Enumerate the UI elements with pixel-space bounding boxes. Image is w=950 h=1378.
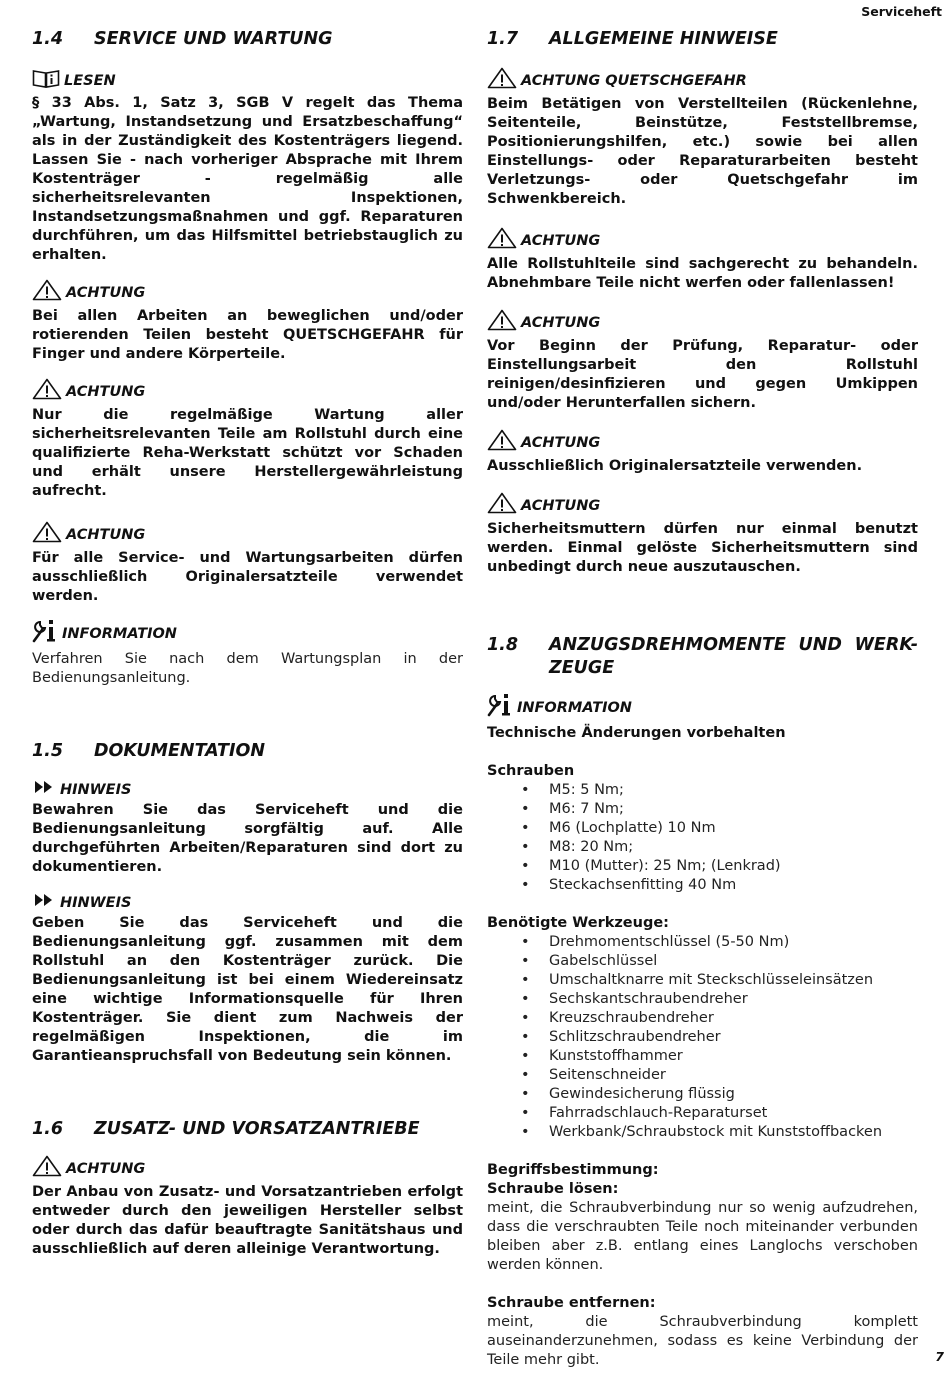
warning-triangle-icon <box>487 429 521 457</box>
warning-notice-label <box>32 1155 463 1183</box>
tools-list <box>487 933 918 1142</box>
notice-label-text: ACHTUNG <box>521 315 601 331</box>
screws-list <box>487 781 918 895</box>
section-title: SERVICE UND WARTUNG <box>94 29 333 49</box>
info-notice-label <box>487 692 918 724</box>
section-heading-1-6 <box>32 1118 463 1141</box>
warning-notice-text: Alle Rollstuhlteile sind sachgerecht zu behandeln. Abnehmbare Teile nicht werfen oder fallenlassen! <box>487 256 918 291</box>
notice-label-text: ACHTUNG QUETSCHGEFAHR <box>521 73 747 89</box>
section-title-line: ANZUGSDREHMOMENTE UND WERK- <box>549 635 918 655</box>
list-item: • M5: 5 Nm; <box>487 781 918 800</box>
notice-label-text: INFORMATION <box>62 626 177 642</box>
list-item: • M6: 7 Nm; <box>487 800 918 819</box>
warning-notice-label <box>487 67 918 95</box>
list-item: • M8: 20 Nm; <box>487 838 918 857</box>
warning-notice-text: Vor Beginn der Prüfung, Reparatur- oder Einstellungsarbeit den Rollstuhl reinigen/desinfizieren und gegen Umkippen und/oder Herunterfallen sichern. <box>487 338 918 411</box>
notice-label-text: ACHTUNG <box>66 285 146 301</box>
warning-triangle-icon <box>487 492 521 520</box>
list-item: • M10 (Mutter): 25 Nm; (Lenkrad) <box>487 857 918 876</box>
section-heading-1-4 <box>32 28 463 51</box>
warning-notice-label <box>487 492 918 520</box>
warning-notice-label <box>32 378 463 406</box>
list-item: • Steckachsenfitting 40 Nm <box>487 876 918 895</box>
list-item: • Umschaltknarre mit Steckschlüsseleinsätzen <box>487 971 918 990</box>
warning-triangle-icon <box>32 1155 66 1183</box>
double-arrow-icon <box>32 892 60 914</box>
section-number: 1.6 <box>32 1119 64 1139</box>
warning-notice-text: Nur die regelmäßige Wartung aller sicherheitsrelevanten Teile am Rollstuhl durch eine qualifizierte Reha-Werkstatt schützt vor Schaden und erhält unsere Herstellergewährleistung aufrecht. <box>32 407 463 499</box>
info-notice-label <box>32 618 463 650</box>
read-notice-text: § 33 Abs. 1, Satz 3, SGB V regelt das Thema „Wartung, Instandsetzung und Ersatzbeschaffung“ als in der Zuständigkeit des Kostenträgers liegend. Lassen Sie - nach vorheriger Absprache mit Ihrem Kostenträger - regelmäßig alle sicherheitsrelevanten Inspektionen, Instandsetzungsmaßnahmen und ggf. Reparaturen durchführen, um das Hilfsmittel betriebstauglich zu erhalten. <box>32 95 463 263</box>
section-title <box>549 634 918 680</box>
hint-notice-text: Bewahren Sie das Serviceheft und die Bedienungsanleitung sorgfältig auf. Alle durchgeführten Arbeiten/Reparaturen sind dort zu dokumentieren. <box>32 802 463 875</box>
warning-triangle-icon <box>32 521 66 549</box>
warning-triangle-icon <box>32 279 66 307</box>
warning-triangle-icon <box>487 227 521 255</box>
section-title: ZUSATZ- UND VORSATZANTRIEBE <box>94 1119 420 1139</box>
list-item: • Kunststoffhammer <box>487 1047 918 1066</box>
notice-label-text: HINWEIS <box>60 782 132 798</box>
hint-notice-label <box>32 779 463 801</box>
list-item: • M6 (Lochplatte) 10 Nm <box>487 819 918 838</box>
notice-label-text: LESEN <box>64 73 116 89</box>
list-item: • Schlitzschraubendreher <box>487 1028 918 1047</box>
section-number: 1.5 <box>32 741 64 761</box>
book-info-icon <box>32 68 64 94</box>
loosen-text: meint, die Schraubverbindung nur so wenig aufzudrehen, dass die verschraubten Teile noch miteinander verbunden bleiben aber z.B. entlang eines Langlochs verschoben werden können. <box>487 1200 918 1273</box>
list-item: • Werkbank/Schraubstock mit Kunststoffbacken <box>487 1123 918 1142</box>
notice-label-text: ACHTUNG <box>66 1161 146 1177</box>
terms-heading: Begriffsbestimmung: <box>487 1162 659 1178</box>
warning-notice-label <box>32 521 463 549</box>
remove-text: meint, die Schraubverbindung komplett auseinanderzunehmen, sodass es keine Verbindung der Teile mehr gibt. <box>487 1314 918 1368</box>
warning-notice-text: Beim Betätigen von Verstellteilen (Rückenlehne, Seitenteile, Beinstütze, Feststellbremse, Positionierungshilfen, etc.) sowie bei allen Einstellungs- oder Reparaturarbeiten besteht Verletzungs- oder Quetschgefahr im Schwenkbereich. <box>487 96 918 207</box>
section-heading-1-7 <box>487 28 918 51</box>
page-number: 7 <box>935 1349 944 1364</box>
warning-notice-text: Ausschließlich Originalersatzteile verwenden. <box>487 458 863 474</box>
wrench-info-icon <box>487 692 517 724</box>
info-notice-text: Technische Änderungen vorbehalten <box>487 725 786 741</box>
list-item: • Seitenschneider <box>487 1066 918 1085</box>
section-title: ALLGEMEINE HINWEISE <box>549 29 778 49</box>
warning-notice-text: Für alle Service- und Wartungsarbeiten dürfen ausschließlich Originalersatzteile verwendet werden. <box>32 550 463 604</box>
warning-notice-label <box>487 309 918 337</box>
screws-heading: Schrauben <box>487 763 575 779</box>
warning-triangle-icon <box>32 378 66 406</box>
warning-notice-label <box>487 429 918 457</box>
list-item: • Sechskantschraubendreher <box>487 990 918 1009</box>
read-notice-label <box>32 68 463 94</box>
list-item: • Gabelschlüssel <box>487 952 918 971</box>
notice-label-text: ACHTUNG <box>521 233 601 249</box>
loosen-heading: Schraube lösen: <box>487 1181 619 1197</box>
warning-notice-label <box>487 227 918 255</box>
notice-label-text: HINWEIS <box>60 895 132 911</box>
warning-notice-text: Bei allen Arbeiten an beweglichen und/oder rotierenden Teilen besteht QUETSCHGEFAHR für Finger und andere Körperteile. <box>32 308 463 362</box>
info-notice-text: Verfahren Sie nach dem Wartungsplan in der Bedienungsanleitung. <box>32 651 463 686</box>
notice-label-text: INFORMATION <box>517 700 632 716</box>
section-heading-1-5 <box>32 740 463 763</box>
double-arrow-icon <box>32 779 60 801</box>
section-title: DOKUMENTATION <box>94 741 265 761</box>
warning-notice-text: Sicherheitsmuttern dürfen nur einmal benutzt werden. Einmal gelöste Sicherheitsmuttern sind unbedingt durch neue auszutauschen. <box>487 521 918 575</box>
list-item: • Drehmomentschlüssel (5-50 Nm) <box>487 933 918 952</box>
right-column <box>487 28 918 1370</box>
notice-label-text: ACHTUNG <box>66 384 146 400</box>
tools-heading: Benötigte Werkzeuge: <box>487 915 669 931</box>
warning-notice-text: Der Anbau von Zusatz- und Vorsatzantrieben erfolgt entweder durch den jeweiligen Hersteller selbst oder durch das dafür beauftragte Sanitätshaus und ausschließlich auf deren alleinige Verantwortung. <box>32 1184 463 1257</box>
running-header: Serviceheft <box>861 4 942 19</box>
hint-notice-text: Geben Sie das Serviceheft und die Bedienungsanleitung ggf. zusammen mit dem Rollstuhl an den Kostenträger zurück. Die Bedienungsanleitung ist bei einem Wiedereinsatz eine wichtige Informationsquelle für Ihren Kostenträger. Sie dient zum Nachweis der regelmäßigen Inspektionen, die im Garantieanspruchsfall von Bedeutung sein können. <box>32 915 463 1064</box>
notice-label-text: ACHTUNG <box>521 435 601 451</box>
section-title-line: ZEUGE <box>549 658 615 678</box>
notice-label-text: ACHTUNG <box>521 498 601 514</box>
section-heading-1-8 <box>487 634 918 680</box>
wrench-info-icon <box>32 618 62 650</box>
list-item: • Fahrradschlauch-Reparaturset <box>487 1104 918 1123</box>
warning-triangle-icon <box>487 309 521 337</box>
remove-heading: Schraube entfernen: <box>487 1295 656 1311</box>
hint-notice-label <box>32 892 463 914</box>
warning-notice-label <box>32 279 463 307</box>
section-number: 1.7 <box>487 29 519 49</box>
list-item: • Kreuzschraubendreher <box>487 1009 918 1028</box>
section-number: 1.4 <box>32 29 64 49</box>
list-item: • Gewindesicherung flüssig <box>487 1085 918 1104</box>
left-column <box>32 28 463 1259</box>
section-number: 1.8 <box>487 635 519 655</box>
notice-label-text: ACHTUNG <box>66 527 146 543</box>
warning-triangle-icon <box>487 67 521 95</box>
